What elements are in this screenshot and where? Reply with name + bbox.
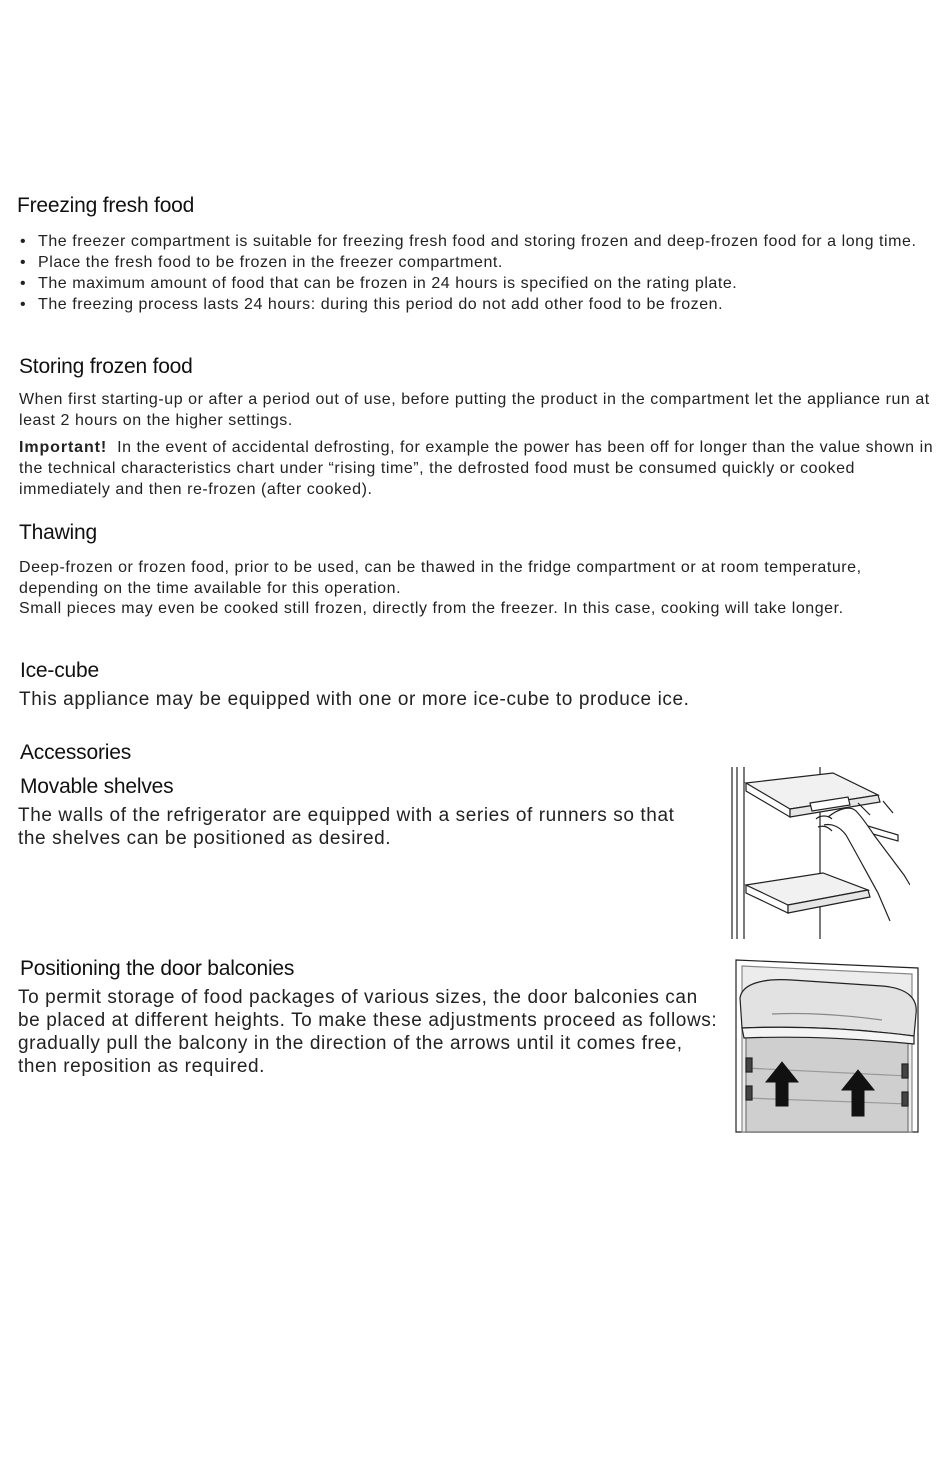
shelf-illustration xyxy=(728,765,910,941)
list-item: • Place the fresh food to be frozen in the freezer compartment. xyxy=(20,254,503,271)
heading-freezing-fresh-food: Freezing fresh food xyxy=(17,194,195,217)
list-item: • The freezer compartment is suitable for freezing fresh food and storing frozen and deep-frozen food for a long time. xyxy=(20,233,917,250)
heading-ice-cube: Ice-cube xyxy=(20,659,99,682)
list-item: • The freezing process lasts 24 hours: during this period do not add other food to be frozen. xyxy=(20,296,724,313)
thawing-paragraph-2: Small pieces may even be cooked still frozen, directly from the freezer. In this case, cooking will take longer. xyxy=(19,600,844,617)
heading-thawing: Thawing xyxy=(19,521,97,544)
storing-paragraph: When first starting-up or after a period out of use, before putting the product in the compartment let the appliance run at least 2 hours on the higher settings. xyxy=(19,391,930,429)
heading-storing-frozen-food: Storing frozen food xyxy=(19,355,193,378)
bullet-icon: • xyxy=(20,233,27,250)
ice-cube-text: This appliance may be equipped with one or more ice-cube to produce ice. xyxy=(19,689,690,710)
movable-shelves-text: The walls of the refrigerator are equipped with a series of runners so that the shelves can be positioned as desired. xyxy=(18,805,675,849)
freezing-bullet-list xyxy=(17,231,950,315)
bullet-icon: • xyxy=(20,296,27,313)
important-label: Important! xyxy=(19,439,108,456)
bullet-icon: • xyxy=(20,254,27,271)
bullet-icon: • xyxy=(20,275,27,292)
list-item: • The maximum amount of food that can be frozen in 24 hours is specified on the rating plate. xyxy=(20,275,738,292)
heading-door-balconies: Positioning the door balconies xyxy=(20,957,295,980)
heading-accessories: Accessories xyxy=(20,741,132,764)
important-text: In the event of accidental defrosting, for example the power has been off for longer than the value shown in the technical characteristics chart under “rising time”, the defrosted food must be consumed quickly or cooked immediately and then re-frozen (after cooked). xyxy=(19,439,934,498)
heading-movable-shelves: Movable shelves xyxy=(20,775,174,798)
thawing-paragraph-1: Deep-frozen or frozen food, prior to be used, can be thawed in the fridge compartment or at room temperature, depending on the time available for this operation. xyxy=(19,559,862,597)
door-balconies-text: To permit storage of food packages of various sizes, the door balconies can be placed at different heights. To make these adjustments proceed as follows: gradually pull the balcony in the direction of the arrows until it comes free, then reposition as required. xyxy=(18,987,718,1077)
important-paragraph xyxy=(19,437,944,500)
door-balcony-illustration xyxy=(732,958,922,1134)
